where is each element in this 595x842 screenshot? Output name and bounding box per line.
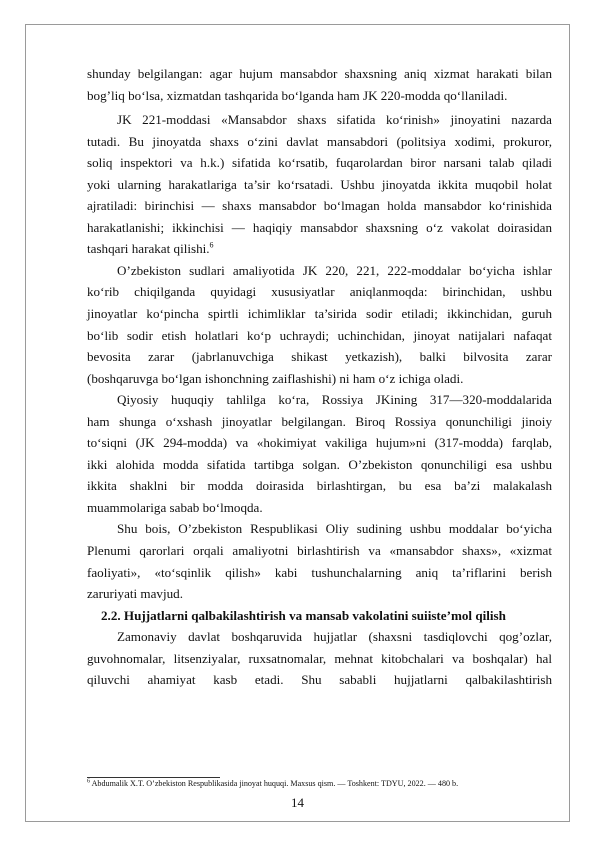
section-heading: 2.2. Hujjatlarni qalbakilashtirish va mansab vakolatini suiiste’mol qilish <box>101 607 506 623</box>
footnote-reference[interactable]: 6 <box>209 241 214 251</box>
paragraph-supreme-court <box>87 518 552 604</box>
text-line: bo‘lib sodir etish holatlari ko‘p uchraydi; uchinchidan, jinoyat natijalari nafaqat <box>87 327 552 343</box>
text-line: bevosita zarar (jabrlanuvchiga shikast yetkazish), balki bilvosita zarar <box>87 349 552 365</box>
text-line: shunday belgilangan: agar hujum mansabdor shaxsning aniq xizmat harakati bilan <box>87 66 552 81</box>
text-line: soliq inspektori va h.k.) sifatida ko‘rsatib, fuqarolardan biror narsani talab qiladi <box>87 155 552 171</box>
text-line: Qiyosiy huquqiy tahlilga ko‘ra, Rossiya JKining 317—320-moddalarida <box>117 392 552 408</box>
text-line: O’zbekiston sudlari amaliyotida JK 220, 221, 222-moddalar bo‘yicha ishlar <box>117 262 552 278</box>
text-line: JK 221-moddasi «Mansabdor shaxs sifatida ko‘rinish» jinoyatini nazarda <box>117 112 552 128</box>
footnote-number: 6 <box>87 778 90 785</box>
paragraph-jk-221 <box>87 109 552 260</box>
text-line: jinoyatlar ko‘pincha spirtli ichimliklar ta’sirida sodir etiladi; ikkinchidan, guruh <box>87 306 552 322</box>
text-line: tashqari harakat qilishi. <box>87 241 210 257</box>
footnote <box>87 778 557 789</box>
text-line: qiluvchi ahamiyat kasb etadi. Shu sababli hujjatlarni qalbakilashtirish <box>87 672 552 688</box>
text-line: yoki ularning harakatlariga ta’sir ko‘rsatadi. Ushbu jinoyatda ikkita muqobil holat <box>87 176 552 192</box>
text-line: Plenumi qarorlari orqali amaliyotni birlashtirish va «mansabdor shaxs», «xizmat <box>87 543 552 559</box>
paragraph-comparative-analysis <box>87 389 552 518</box>
text-line: ajratiladi: birinchisi — shaxs mansabdor bo‘lmagan holda mansabdor ko‘rinishida <box>87 198 552 214</box>
footnote-text: Abdumalik X.T. O’zbekiston Respublikasida jinoyat huquqi. Maxsus qism. — Toshkent: TDYU, 2022. — 480 b. <box>91 779 459 788</box>
text-line: ko‘rib chiqilganda quyidagi xususiyatlar aniqlanmoqda: birinchidan, ushbu <box>87 284 552 300</box>
text-line: ikki alohida modda sifatida tartibga solgan. O’zbekiston qonunchiligi esa ushbu <box>87 456 552 472</box>
page-number: 14 <box>291 795 304 810</box>
text-line: bog’liq bo‘lsa, xizmatdan tashqarida bo‘lganda ham JK 220-modda qo‘llaniladi. <box>87 87 508 103</box>
text-line: ikkita shaklni bir modda doirasida birlashtirgan, bu esa ba’zi malakalash <box>87 478 552 494</box>
document-body <box>87 63 552 691</box>
text-line: tutadi. Bu jinoyatda shaxs o‘zini davlat mansabdori (politsiya xodimi, prokuror, <box>87 133 552 149</box>
text-line: guvohnomalar, litsenziyalar, ruxsatnomalar, mehnat kitobchalari va boshqalar) hal <box>87 650 552 666</box>
text-line: harakatlanishi; ikkinchisi — haqiqiy mansabdor shaxsning o‘z vakolat doirasidan <box>87 219 552 235</box>
text-line: ham shunga o‘xshash jinoyatlar belgilangan. Biroq Rossiya qonunchiligi jinoiy <box>87 413 552 429</box>
paragraph-continuation <box>87 63 552 106</box>
text-line: Zamonaviy davlat boshqaruvida hujjatlar (shaxsni tasdiqlovchi qog’ozlar, <box>117 629 552 645</box>
paragraph-court-practice <box>87 260 552 389</box>
text-line: faoliyati», «to‘sqinlik qilish» kabi tushunchalarning aniq ta’riflarini berish <box>87 564 552 580</box>
text-line: muammolariga sabab bo‘lmoqda. <box>87 499 263 515</box>
text-line-with-footnote <box>87 238 552 260</box>
text-line: to‘siqni (JK 294-modda) va «hokimiyat vakiliga hujum»ni (317-modda) farqlab, <box>87 435 552 451</box>
text-line: (boshqaruvga bo‘lgan ishonchning zaiflashishi) ni ham o‘z ichiga oladi. <box>87 370 464 386</box>
text-line: zaruriyati mavjud. <box>87 586 183 602</box>
text-line: Shu bois, O’zbekiston Respublikasi Oliy sudining ushbu moddalar bo‘yicha <box>117 521 552 537</box>
paragraph-documents <box>87 626 552 691</box>
